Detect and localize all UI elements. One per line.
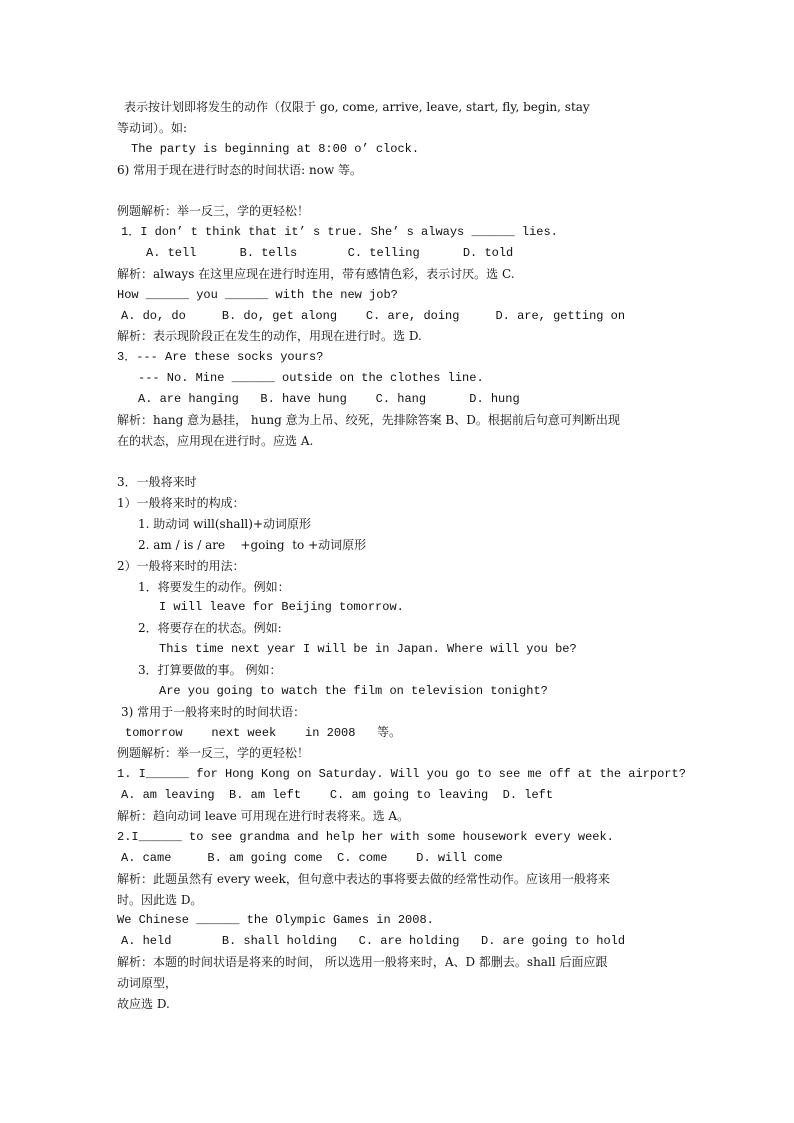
text-line: 等动词）。如: (117, 121, 188, 135)
text-line: 2.I______ to see grandma and help her with some housework every week. (117, 830, 614, 844)
text-line: A. are hanging B. have hung C. hang D. hung (138, 392, 520, 406)
text-line: We Chinese ______ the Olympic Games in 2008. (117, 913, 434, 927)
text-line: This time next year I will be in Japan. Where will you be? (159, 642, 577, 656)
text-line: How ______ you ______ with the new job? (117, 288, 398, 302)
text-line: A. came B. am going come C. come D. will come (121, 851, 503, 865)
text-line: 动词原型， (117, 976, 178, 990)
text-line: 2）一般将来时的用法： (117, 559, 245, 573)
text-line: 1）一般将来时的构成： (117, 496, 245, 510)
text-line: 解析：hang 意为悬挂， hung 意为上吊、绞死，先排除答案 B、D。根据前后句意可判断出现 (117, 413, 620, 427)
text-line: 解析：表示现阶段正在发生的动作，用现在进行时。选 D. (117, 329, 422, 343)
text-line: 1. 助动词 will(shall)+动词原形 (138, 517, 311, 531)
text-line: 时。因此选 D。 (117, 893, 203, 907)
text-line: A. tell B. tells C. telling D. told (146, 246, 514, 260)
text-line: 3．打算要做的事。 例如： (138, 663, 282, 677)
text-line: Are you going to watch the film on television tonight? (159, 684, 548, 698)
text-line: 例题解析：举一反三，学的更轻松！ (117, 204, 310, 218)
text-line: 3．--- Are these socks yours? (117, 350, 324, 364)
text-line: A. am leaving B. am left C. am going to leaving D. left (121, 788, 554, 802)
text-line: tomorrow next week in 2008 等。 (125, 726, 402, 740)
text-line: 解析：此题虽然有 every week，但句意中表达的事将要去做的经常性动作。应该用一般将来 (117, 872, 610, 886)
text-line: 在的状态，应用现在进行时。应选 A. (117, 434, 314, 448)
text-line: I will leave for Beijing tomorrow. (159, 600, 404, 614)
text-line: 1. I______ for Hong Kong on Saturday. Will you go to see me off at the airport? (117, 767, 686, 781)
text-line: A. do, do B. do, get along C. are, doing D. are, getting on (121, 309, 626, 323)
text-line: 表示按计划即将发生的动作（仅限于 go, come, arrive, leave, start, fly, begin, stay (124, 100, 590, 114)
text-line: 例题解析：举一反三，学的更轻松！ (117, 746, 310, 760)
text-line: 3．一般将来时 (117, 475, 197, 489)
text-line: 解析：always 在这里应现在进行时连用，带有感情色彩，表示讨厌。选 C. (117, 267, 515, 281)
text-line: 1．将要发生的动作。例如： (138, 580, 290, 594)
text-line: 解析：趋向动词 leave 可用现在进行时表将来。选 A。 (117, 809, 410, 823)
text-line: 2．将要存在的状态。例如: (138, 621, 282, 635)
text-line: 解析：本题的时间状语是将来的时间， 所以选用一般将来时，A、D 都删去。shall 后面应跟 (117, 955, 608, 969)
text-line: 1．I don’ t think that it’ s true. She’ s always ______ lies. (121, 225, 558, 239)
text-line: 2. am / is / are +going to +动词原形 (138, 538, 367, 552)
text-line: --- No. Mine ______ outside on the clothes line. (138, 371, 484, 385)
text-line: 6) 常用于现在进行时态的时间状语: now 等。 (117, 163, 363, 177)
text-line: 3) 常用于一般将来时的时间状语： (121, 705, 306, 719)
text-line: A. held B. shall holding C. are holding D. are going to hold (121, 934, 626, 948)
text-line: The party is beginning at 8:00 o’ clock. (131, 142, 420, 156)
text-line: 故应选 D. (117, 997, 170, 1011)
